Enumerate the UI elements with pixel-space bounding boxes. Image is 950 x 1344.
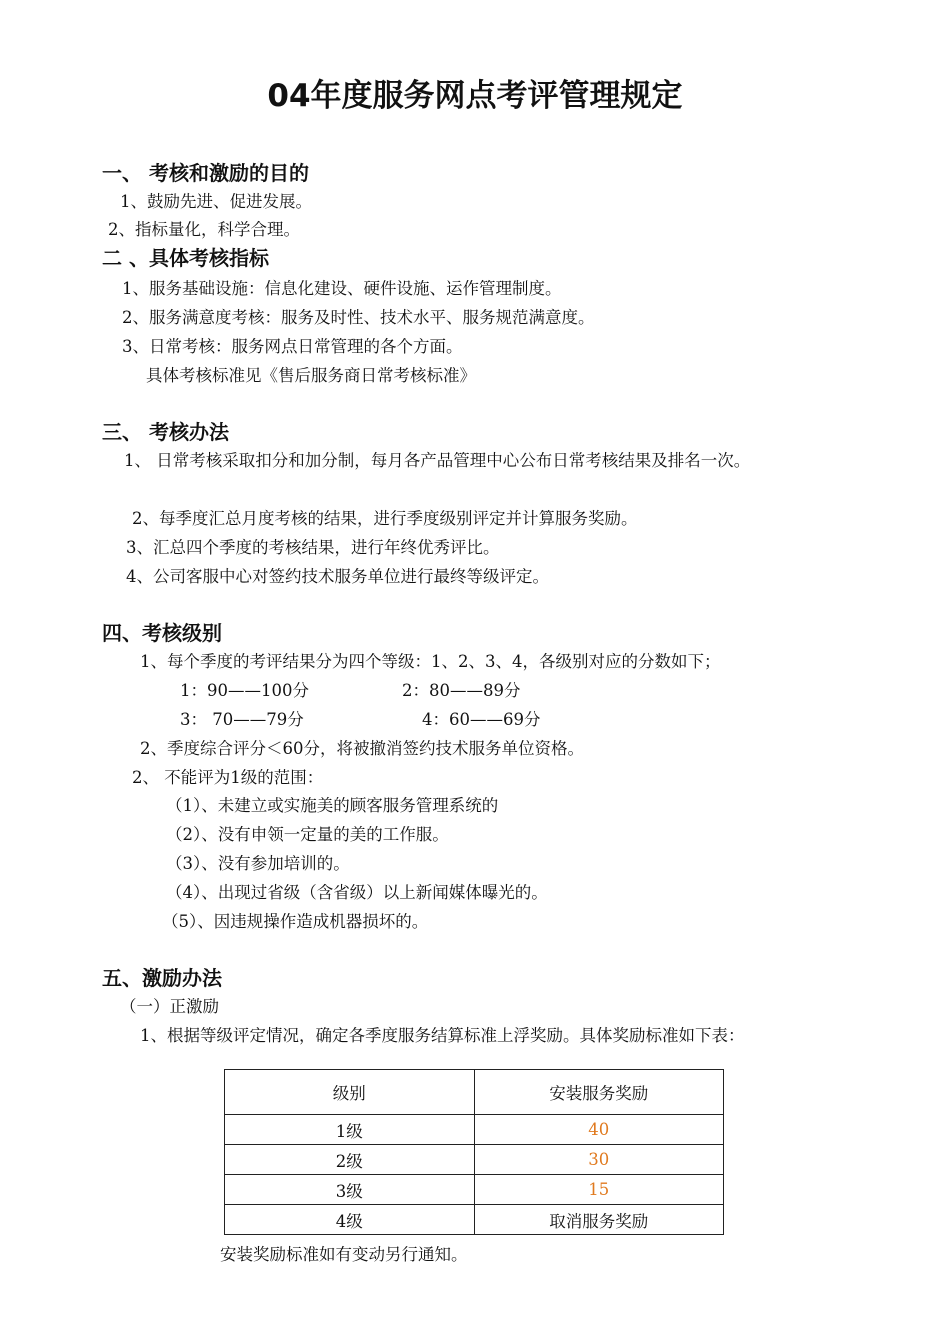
exclusion-item-2: （2）、没有申领一定量的美的工作服。 — [166, 825, 449, 844]
levels-line-1: 1、每个季度的考评结果分为四个等级：1、2、3、4，各级别对应的分数如下； — [140, 652, 721, 671]
table-row — [225, 1115, 724, 1145]
incentive-subheading: （一）正激励 — [120, 997, 219, 1016]
section-heading-purpose: 一、 考核和激励的目的 — [102, 161, 309, 185]
incentive-line-1: 1、根据等级评定情况，确定各季度服务结算标准上浮奖励。具体奖励标准如下表： — [140, 1026, 745, 1045]
method-line-4: 4、公司客服中心对签约技术服务单位进行最终等级评定。 — [126, 567, 549, 586]
section-heading-indicators: 二 、具体考核指标 — [102, 246, 269, 270]
table-row — [225, 1175, 724, 1205]
table-cell-reward: 30 — [474, 1145, 724, 1175]
section-heading-levels: 四、考核级别 — [102, 621, 222, 645]
levels-line-3: 2、 不能评为1级的范围： — [132, 768, 324, 787]
purpose-line-1: 1、鼓励先进、促进发展。 — [120, 192, 312, 211]
table-header-level: 级别 — [225, 1070, 475, 1115]
exclusion-item-4: （4）、出现过省级（含省级）以上新闻媒体曝光的。 — [166, 883, 548, 902]
section-heading-method: 三、 考核办法 — [102, 420, 229, 444]
indicator-line-1: 1、服务基础设施：信息化建设、硬件设施、运作管理制度。 — [122, 279, 562, 298]
method-line-3: 3、汇总四个季度的考核结果，进行年终优秀评比。 — [126, 538, 500, 557]
table-cell-level: 3级 — [225, 1175, 475, 1205]
method-line-1: 1、 日常考核采取扣分和加分制，每月各产品管理中心公布日常考核结果及排名一次。 — [124, 451, 751, 470]
indicator-line-2: 2、服务满意度考核：服务及时性、技术水平、服务规范满意度。 — [122, 308, 595, 327]
table-cell-level: 2级 — [225, 1145, 475, 1175]
section-heading-incentive: 五、激励办法 — [102, 966, 222, 990]
table-row — [225, 1145, 724, 1175]
method-line-2: 2、每季度汇总月度考核的结果，进行季度级别评定并计算服务奖励。 — [132, 509, 638, 528]
level-2-range: 2：80——89分 — [402, 681, 521, 700]
table-cell-level: 1级 — [225, 1115, 475, 1145]
levels-line-2: 2、季度综合评分＜60分，将被撤消签约技术服务单位资格。 — [140, 739, 584, 758]
document-title: 04年度服务网点考评管理规定 — [267, 78, 683, 114]
table-footnote: 安装奖励标准如有变动另行通知。 — [220, 1245, 468, 1264]
table-cell-level: 4级 — [225, 1205, 475, 1235]
purpose-line-2: 2、指标量化，科学合理。 — [108, 220, 300, 239]
table-cell-reward: 15 — [474, 1175, 724, 1205]
exclusion-item-1: （1）、未建立或实施美的顾客服务管理系统的 — [166, 796, 499, 815]
table-row — [225, 1205, 724, 1235]
table-header-row — [225, 1070, 724, 1115]
reward-table — [224, 1069, 724, 1235]
indicator-line-4: 具体考核标准见《售后服务商日常考核标准》 — [146, 366, 476, 385]
table-header-reward: 安装服务奖励 — [474, 1070, 724, 1115]
level-4-range: 4：60——69分 — [422, 710, 541, 729]
level-3-range: 3： 70——79分 — [180, 710, 304, 729]
level-1-range: 1：90——100分 — [180, 681, 309, 700]
indicator-line-3: 3、日常考核：服务网点日常管理的各个方面。 — [122, 337, 463, 356]
table-cell-reward: 40 — [474, 1115, 724, 1145]
table-cell-reward: 取消服务奖励 — [474, 1205, 724, 1235]
exclusion-item-3: （3）、没有参加培训的。 — [166, 854, 350, 873]
exclusion-item-5: （5）、因违规操作造成机器损坏的。 — [162, 912, 429, 931]
